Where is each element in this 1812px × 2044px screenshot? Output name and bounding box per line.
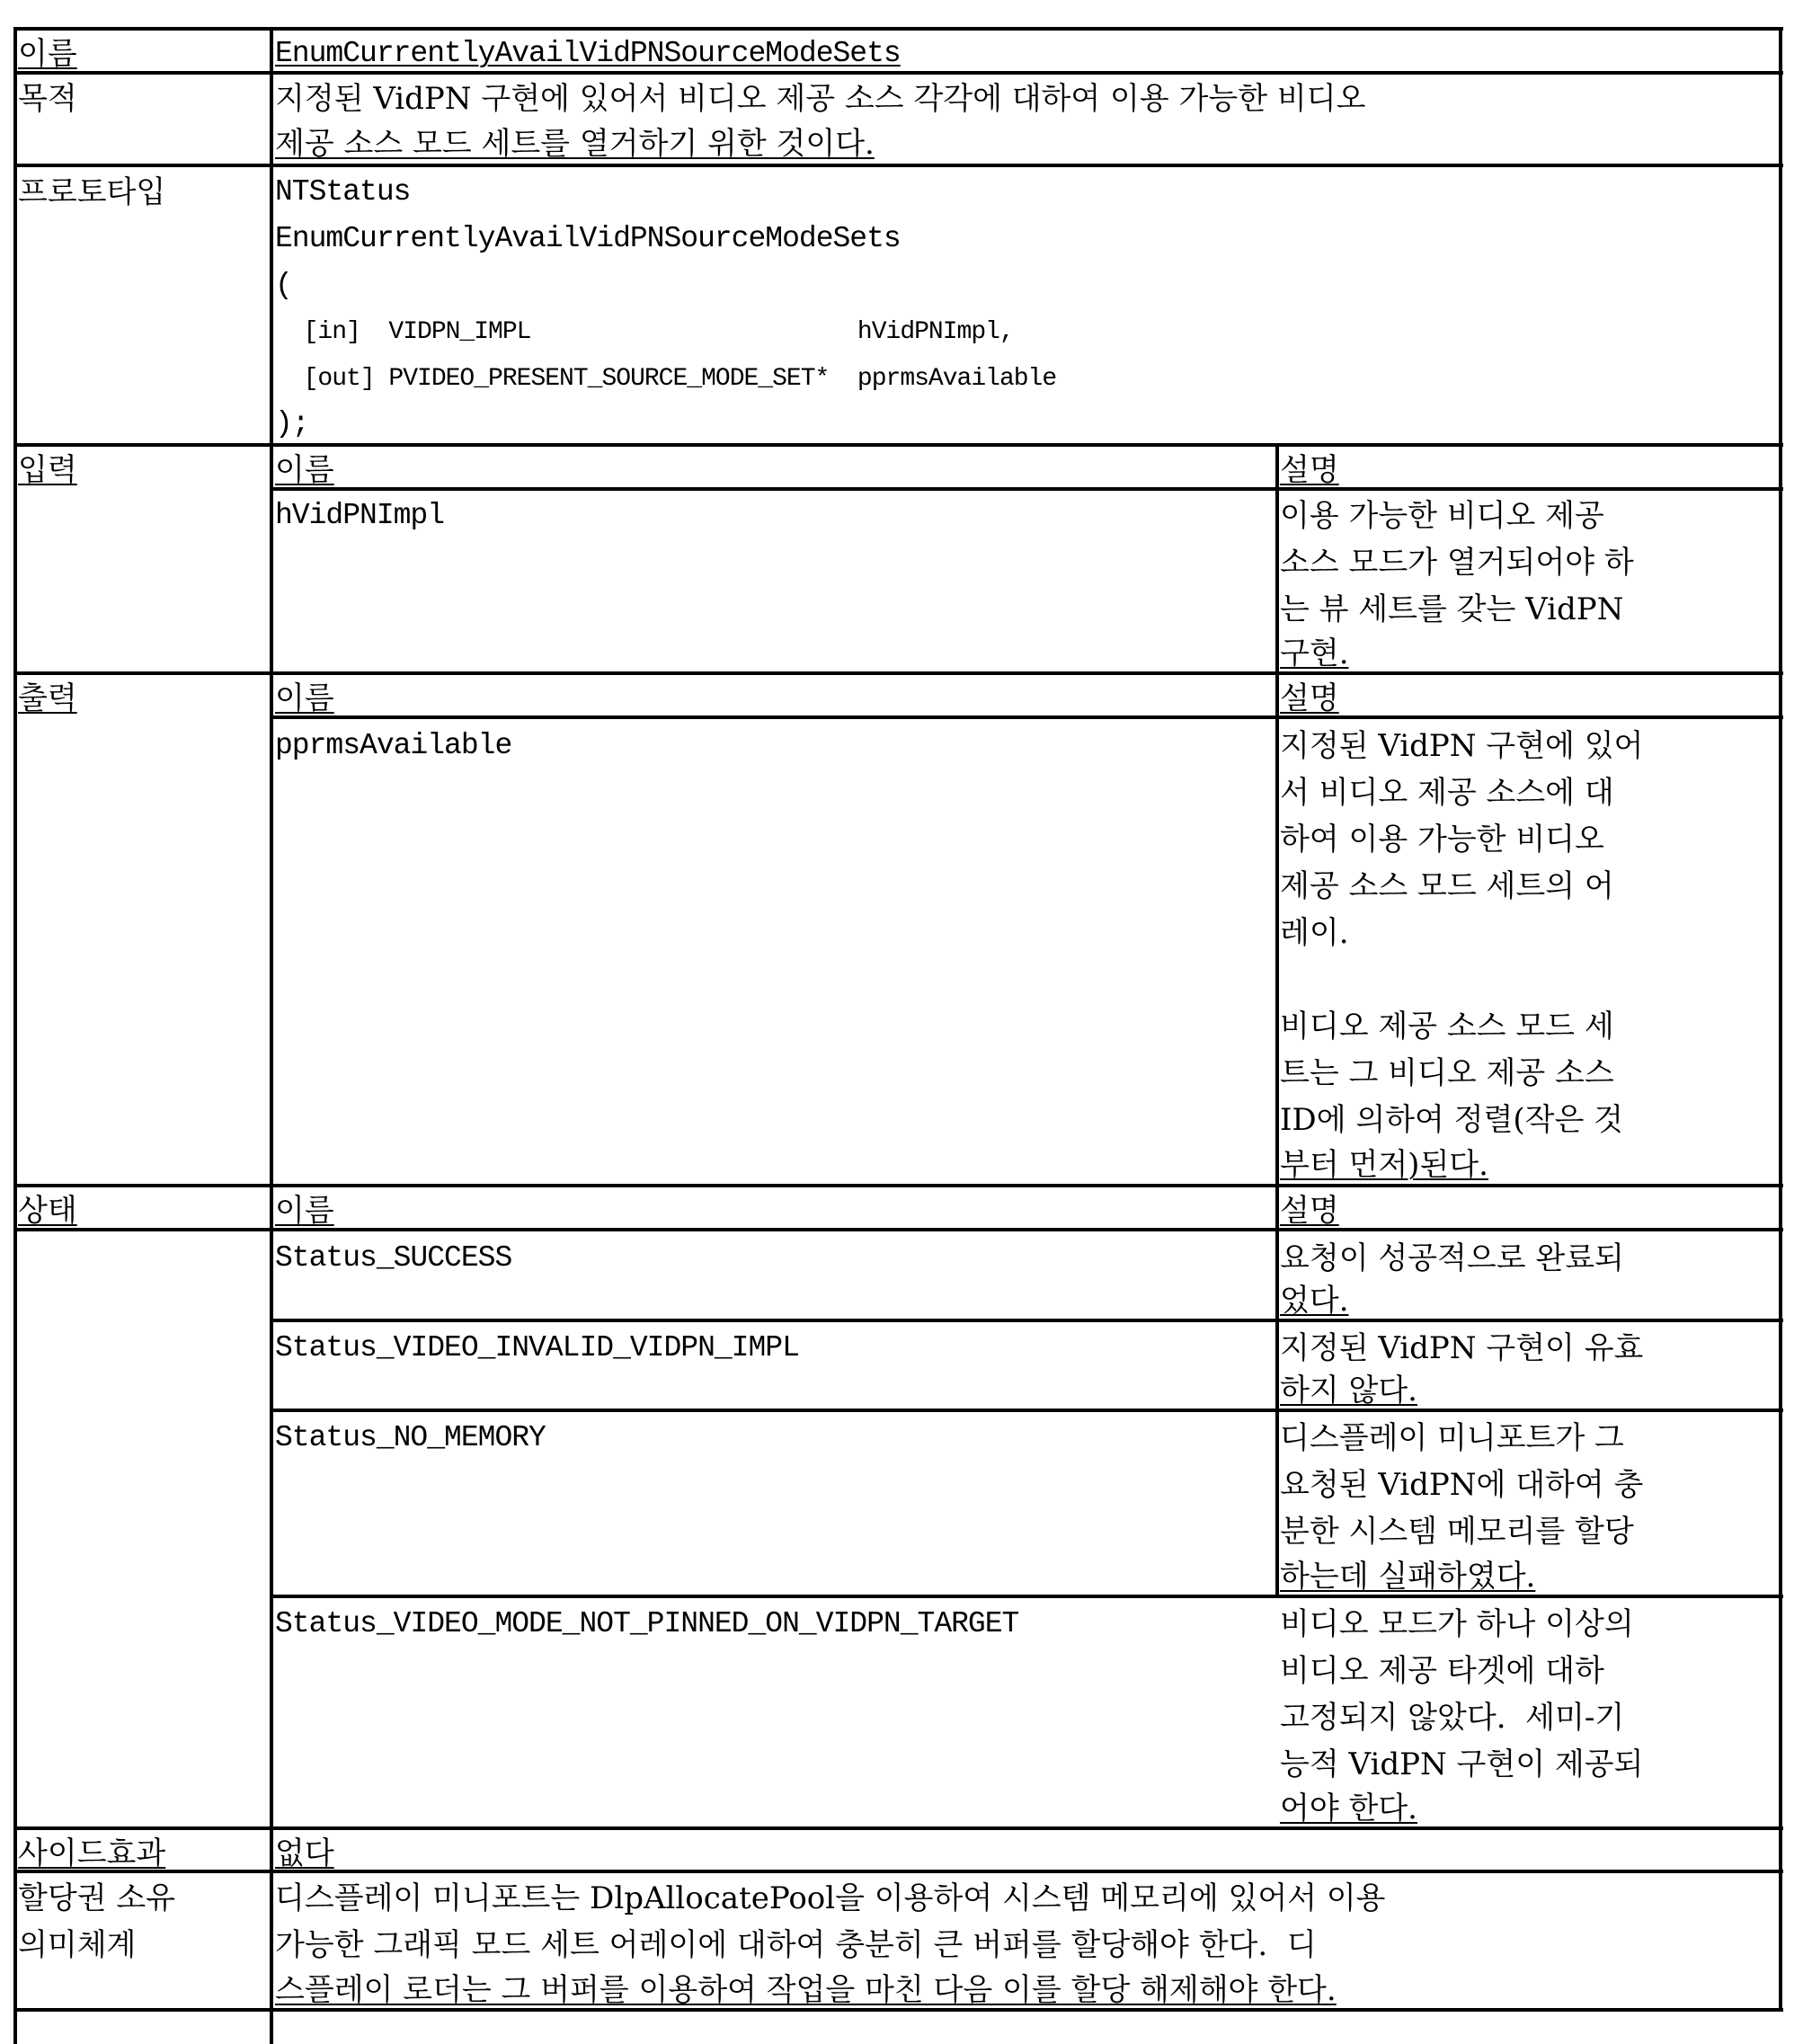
param-desc-line: 하여 이용 가능한 비디오 <box>1280 822 1604 858</box>
param-name: pprmsAvailable <box>275 729 512 762</box>
allocation-line: 스플레이 로더는 그 버퍼를 이용하여 작업을 마친 다음 이를 할당 해제해야 한다. <box>275 1972 1337 2008</box>
rule <box>1779 27 1782 2012</box>
rule <box>271 1409 1783 1412</box>
status-desc-line: 하지 않다. <box>1280 1373 1417 1409</box>
status-desc-line: 디스플레이 미니포트가 그 <box>1280 1420 1624 1456</box>
status-desc-line: 분한 시스템 메모리를 할당 <box>1280 1514 1634 1550</box>
status-desc-line: 요청이 성공적으로 완료되 <box>1280 1240 1624 1276</box>
prototype-line: ( <box>275 269 292 302</box>
allocation-line: 디스플레이 미니포트는 DlpAllocatePool을 이용하여 시스템 메모리에 있어서 이용 <box>275 1880 1386 1916</box>
status-code: Status_SUCCESS <box>275 1241 512 1275</box>
status-desc-line: 비디오 제공 타겟에 대하 <box>1280 1653 1604 1689</box>
prototype-line: NTStatus <box>275 175 411 209</box>
prototype-line: ); <box>275 407 309 440</box>
prototype-line: [in] VIDPN_IMPL hVidPNImpl, <box>275 318 1014 346</box>
row-label-purpose: 목적 <box>18 81 77 117</box>
status-desc-line: 요청된 VidPN에 대하여 충 <box>1280 1467 1644 1503</box>
prototype-line: EnumCurrentlyAvailVidPNSourceModeSets <box>275 222 901 255</box>
param-desc-line: 소스 모드가 열거되어야 하 <box>1280 545 1634 581</box>
function-name: EnumCurrentlyAvailVidPNSourceModeSets <box>275 37 901 70</box>
status-code: Status_VIDEO_MODE_NOT_PINNED_ON_VIDPN_TARGET <box>275 1607 1019 1640</box>
param-desc-line: 이용 가능한 비디오 제공 <box>1280 498 1604 534</box>
rule <box>270 27 273 2044</box>
rule <box>271 487 1783 491</box>
status-desc-line: 고정되지 않았다. 세미-기 <box>1280 1700 1625 1736</box>
param-desc-line: 제공 소스 모드 세트의 어 <box>1280 868 1614 904</box>
param-desc-line: ID에 의하여 정렬(작은 것 <box>1280 1102 1623 1138</box>
status-desc-line: 지정된 VidPN 구현이 유효 <box>1280 1330 1644 1366</box>
rule <box>271 1595 1783 1598</box>
allocation-label-line: 의미체계 <box>18 1927 137 1963</box>
input-header-name: 이름 <box>275 452 334 488</box>
output-header-desc: 설명 <box>1280 680 1339 716</box>
output-header-name: 이름 <box>275 680 334 716</box>
status-desc-line: 비디오 모드가 하나 이상의 <box>1280 1606 1634 1642</box>
status-header-name: 이름 <box>275 1193 334 1229</box>
row-label-output: 출력 <box>18 680 77 716</box>
param-desc-line: 서 비디오 제공 소스에 대 <box>1280 775 1614 811</box>
param-name: hVidPNImpl <box>275 499 445 532</box>
side-effects-value: 없다 <box>275 1835 334 1871</box>
allocation-label-line: 할당권 소유 <box>18 1880 176 1916</box>
row-label-name: 이름 <box>18 36 77 72</box>
rule <box>1275 443 1279 1598</box>
param-desc-line: 비디오 제공 소스 모드 세 <box>1280 1009 1614 1044</box>
status-desc-line: 어야 한다. <box>1280 1791 1417 1826</box>
status-header-desc: 설명 <box>1280 1193 1339 1229</box>
input-header-desc: 설명 <box>1280 452 1339 488</box>
row-label-prototype: 프로토타입 <box>18 174 166 210</box>
purpose-line: 지정된 VidPN 구현에 있어서 비디오 제공 소스 각각에 대하여 이용 가능한 비디오 <box>275 81 1366 117</box>
param-desc-line: 는 뷰 세트를 갖는 VidPN <box>1280 591 1624 627</box>
param-desc-line: 트는 그 비디오 제공 소스 <box>1280 1055 1614 1091</box>
param-desc-line: 구현. <box>1280 635 1349 671</box>
row-label-status: 상태 <box>18 1193 77 1229</box>
rule <box>271 1319 1783 1322</box>
rule <box>271 715 1783 719</box>
status-code: Status_NO_MEMORY <box>275 1421 546 1454</box>
param-desc-line: 부터 먼저)된다. <box>1280 1147 1488 1183</box>
prototype-line: [out] PVIDEO_PRESENT_SOURCE_MODE_SET* pprmsAvailable <box>275 365 1057 393</box>
allocation-line: 가능한 그래픽 모드 세트 어레이에 대하여 충분히 큰 버퍼를 할당해야 한다. 디 <box>275 1927 1317 1963</box>
status-desc-line: 능적 VidPN 구현이 제공되 <box>1280 1746 1644 1782</box>
status-desc-line: 하는데 실패하였다. <box>1280 1559 1536 1595</box>
status-desc-line: 었다. <box>1280 1283 1349 1319</box>
row-label-side-effects: 사이드효과 <box>18 1835 166 1871</box>
param-desc-line: 레이. <box>1280 915 1349 951</box>
rule <box>13 27 17 2044</box>
status-code: Status_VIDEO_INVALID_VIDPN_IMPL <box>275 1331 799 1364</box>
param-desc-line: 지정된 VidPN 구현에 있어 <box>1280 728 1644 764</box>
purpose-line: 제공 소스 모드 세트를 열거하기 위한 것이다. <box>275 126 875 162</box>
row-label-input: 입력 <box>18 452 77 488</box>
